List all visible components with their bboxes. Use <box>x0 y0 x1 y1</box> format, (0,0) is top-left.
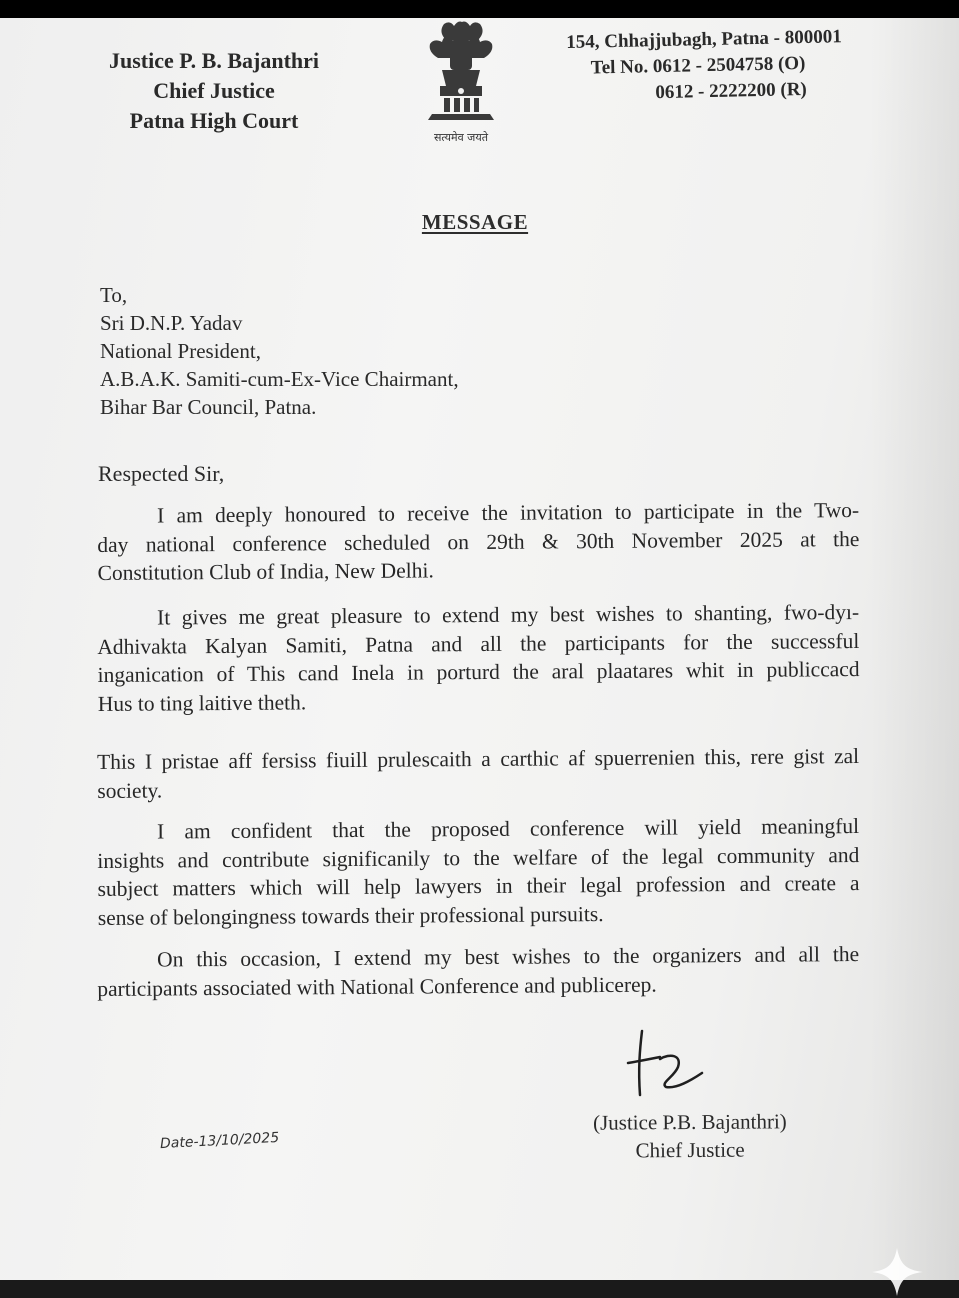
paragraph-line: Constitution Club of India, New Delhi. <box>97 558 434 585</box>
state-emblem-icon <box>416 18 506 143</box>
tel-office: Tel No. 0612 - 2504758 (O) <box>590 52 806 79</box>
paragraph-line: subject matters which will help lawyers in their legal profession and create a <box>97 871 860 901</box>
sender-name: Justice P. B. Bajanthri <box>108 48 320 73</box>
emblem-motto: सत्यमेव जयते <box>433 131 488 144</box>
sender-designation: Chief Justice <box>153 78 275 103</box>
signatory-designation: Chief Justice <box>635 1137 745 1163</box>
recipient-block <box>100 281 459 421</box>
paragraph-line: inganication of This cand Inela in porturd the aral plaatares whit in publiccacd <box>97 657 860 687</box>
paragraph-3 <box>97 742 859 805</box>
letter-page <box>0 18 959 1280</box>
paragraph-line: day national conference scheduled on 29th & 30th November 2025 at the <box>97 526 860 557</box>
recipient-org: A.B.A.K. Samiti-cum-Ex-Vice Chairmant, <box>100 367 459 391</box>
paragraph-line: I am deeply honoured to receive the invitation to participate in the Two- <box>157 498 860 528</box>
paragraph-4 <box>97 812 860 932</box>
page-shadow <box>869 18 959 1280</box>
signatory-block <box>580 1107 800 1165</box>
recipient-name: Sri D.N.P. Yadav <box>100 311 243 335</box>
sparkle-icon <box>870 1246 925 1298</box>
message-title: MESSAGE <box>421 210 529 234</box>
signatory-name: (Justice P.B. Bajanthri) <box>592 1109 787 1135</box>
recipient-post: National President, <box>100 339 261 363</box>
paragraph-2 <box>97 598 860 718</box>
paragraph-line: Adhivakta Kalyan Samiti, Patna and all the participants for the successful <box>97 628 860 659</box>
paragraph-1 <box>97 496 860 587</box>
paragraph-line: society. <box>97 777 163 803</box>
salutation: Respected Sir, <box>98 461 225 486</box>
letter-date: Date-13/10/2025 <box>159 1129 280 1153</box>
paragraph-line: I am confident that the proposed conference will yield meaningful <box>157 814 860 844</box>
paragraph-line: participants associated with National Conference and publicerep. <box>97 972 657 1001</box>
sender-court: Patna High Court <box>129 108 299 133</box>
paragraph-5 <box>97 940 859 1003</box>
paragraph-line: It gives me great pleasure to extend my best wishes to shanting, fwo-dyı- <box>157 600 860 630</box>
letterhead-right <box>566 23 918 108</box>
paragraph-line: sense of belongingness towards their professional pursuits. <box>97 901 604 930</box>
recipient-to: To, <box>100 283 128 307</box>
recipient-place: Bihar Bar Council, Patna. <box>100 395 317 419</box>
tel-residence: 0612 - 2222200 (R) <box>655 78 807 104</box>
handwritten-signature-icon <box>620 1023 720 1103</box>
sender-address: 154, Chhajjubagh, Patna - 800001 <box>566 26 842 53</box>
paragraph-line: On this occasion, I extend my best wishes to the organizers and all the <box>157 942 860 972</box>
paragraph-line: Hus to ting laitive theth. <box>97 689 307 716</box>
top-black-bar <box>0 0 959 18</box>
paragraph-line: insights and contribute significanily to the welfare of the legal community and <box>97 842 860 873</box>
paragraph-line: This I pristae aff fersiss fiuill prulescaith a carthic af spuerrenien this, rere gist zal <box>97 744 860 774</box>
letterhead-left <box>84 46 344 136</box>
